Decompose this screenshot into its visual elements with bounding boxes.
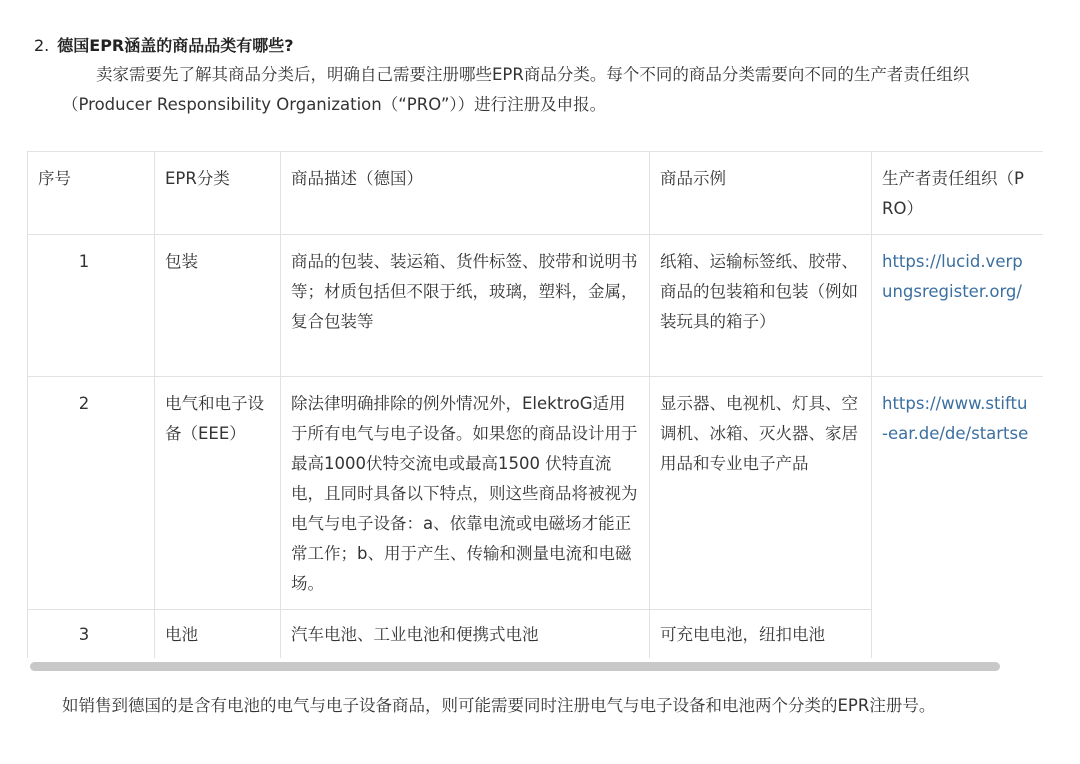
- row-description: 汽车电池、工业电池和便携式电池: [281, 610, 650, 659]
- row-pro: [872, 610, 1044, 659]
- row-description: 商品的包装、装运箱、货件标签、胶带和说明书等；材质包括但不限于纸，玻璃，塑料，金属，复合包装等: [281, 235, 650, 377]
- header-category: EPR分类: [155, 152, 281, 235]
- row-category: 电气和电子设备（EEE）: [155, 377, 281, 610]
- section-title: 德国EPR涵盖的商品品类有哪些?: [57, 36, 294, 55]
- section-number: 2.: [34, 36, 50, 55]
- row-category: 电池: [155, 610, 281, 659]
- table-row: [28, 377, 1044, 610]
- row-examples: 可充电电池，纽扣电池: [650, 610, 872, 659]
- outro-paragraph: 如销售到德国的是含有电池的电气与电子设备商品，则可能需要同时注册电气与电子设备和电池两个分类的EPR注册号。: [62, 696, 936, 715]
- horizontal-scrollbar[interactable]: [30, 662, 1000, 671]
- table-row: [28, 610, 1044, 659]
- row-description: 除法律明确排除的例外情况外，ElektroG适用于所有电气与电子设备。如果您的商品设计用于最高1000伏特交流电或最高1500 伏特直流电，且同时具备以下特点，则这些商品将被视为电气与电子设备：a、依靠电流或电磁场才能正常工作；b、用于产生、传输和测量电流和电磁场。: [281, 377, 650, 610]
- intro-paragraph: [62, 60, 1047, 120]
- epr-category-table: [27, 151, 1043, 658]
- intro-text: 卖家需要先了解其商品分类后，明确自己需要注册哪些EPR商品分类。每个不同的商品分类需要向不同的生产者责任组织（Producer Responsibility Organization（“PRO”））进行注册及申报。: [62, 65, 970, 114]
- header-examples: 商品示例: [650, 152, 872, 235]
- row-examples: 纸箱、运输标签纸、胶带、商品的包装箱和包装（例如装玩具的箱子）: [650, 235, 872, 377]
- header-number: 序号: [28, 152, 155, 235]
- epr-table-container[interactable]: [27, 151, 1043, 658]
- pro-link[interactable]: https://lucid.verp ungsregister.org/: [882, 252, 1023, 301]
- row-pro: [872, 235, 1044, 377]
- table-row: [28, 235, 1044, 377]
- table-header-row: [28, 152, 1044, 235]
- row-category: 包装: [155, 235, 281, 377]
- row-examples: 显示器、电视机、灯具、空调机、冰箱、灭火器、家居用品和专业电子产品: [650, 377, 872, 610]
- row-number: 2: [28, 377, 155, 610]
- row-number: 1: [28, 235, 155, 377]
- pro-link[interactable]: https://www.stiftu -ear.de/de/startse: [882, 394, 1029, 443]
- section-heading: [34, 33, 294, 56]
- header-description: 商品描述（德国）: [281, 152, 650, 235]
- row-number: 3: [28, 610, 155, 659]
- header-pro: 生产者责任组织（PRO）: [872, 152, 1044, 235]
- row-pro: [872, 377, 1044, 610]
